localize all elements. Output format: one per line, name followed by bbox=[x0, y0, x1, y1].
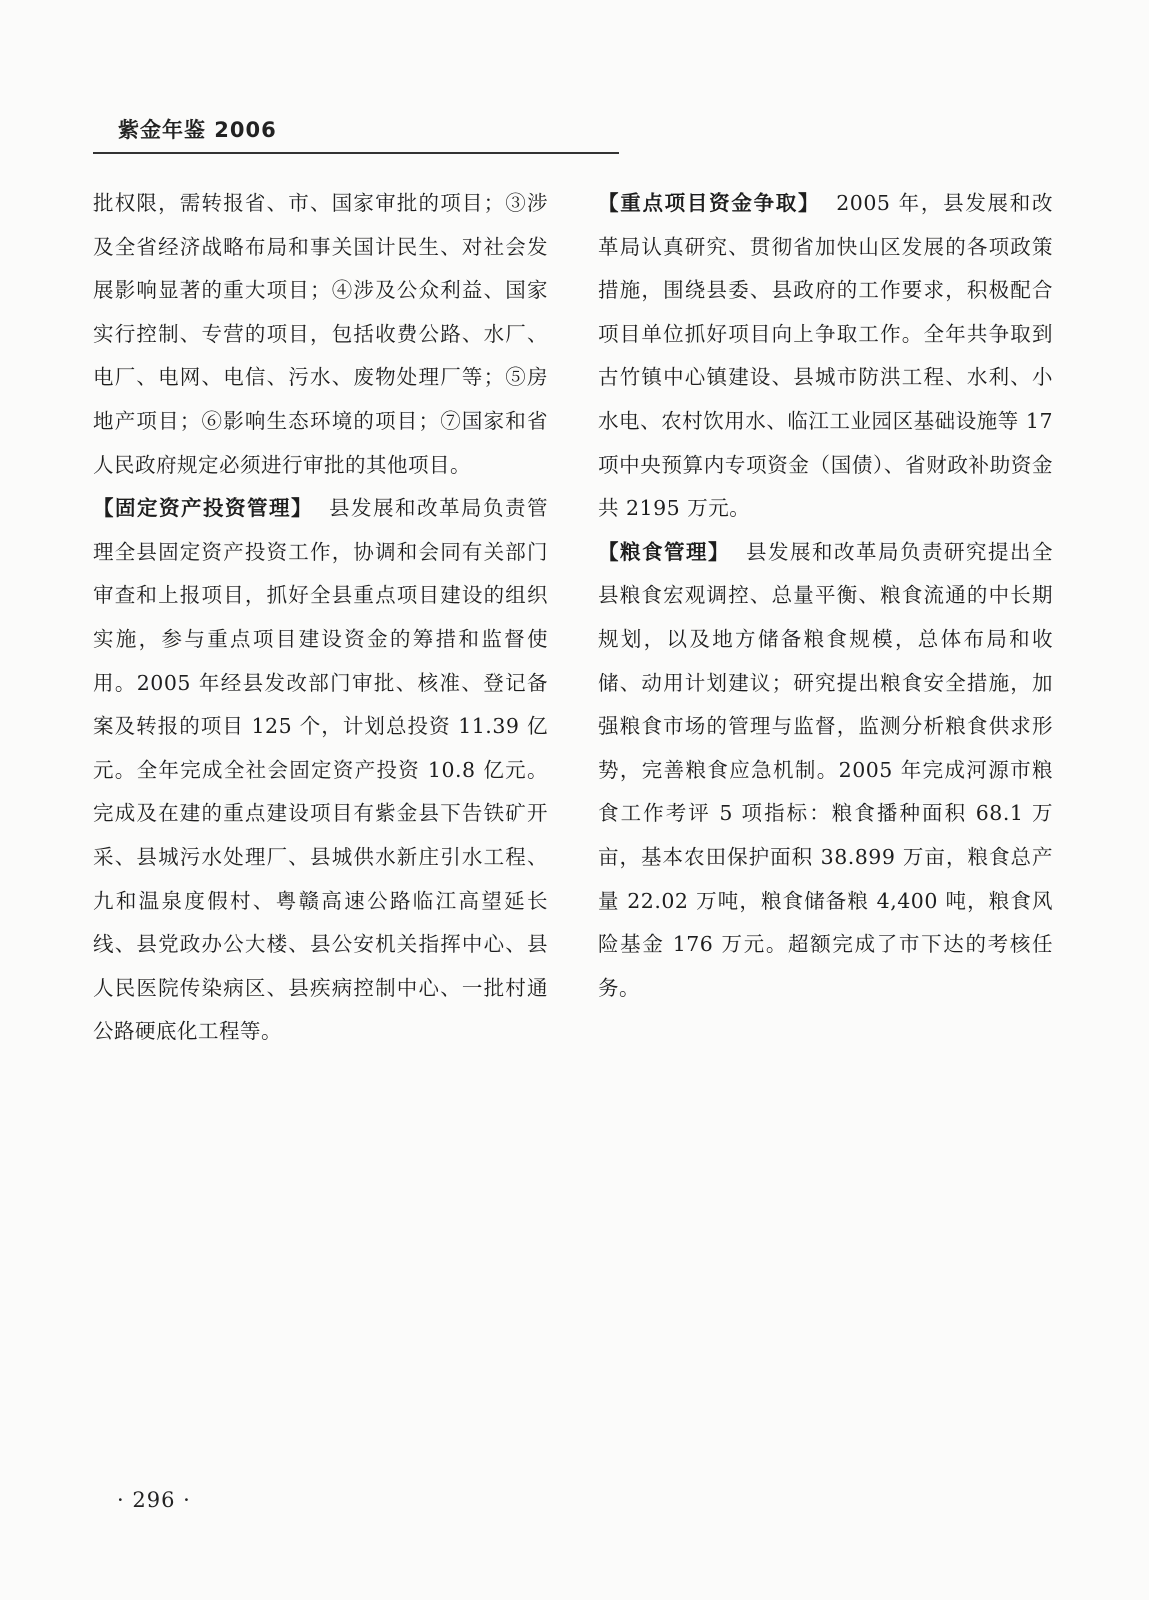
paragraph-text: 批权限，需转报省、市、国家审批的项目；③涉及全省经济战略布局和事关国计民生、对社会发展影响显著的重大项目；④涉及公众利益、国家实行控制、专营的项目，包括收费公路、水厂、电厂、电网、电信、污水、废物处理厂等；⑤房地产项目；⑥影响生态环境的项目；⑦国家和省人民政府规定必须进行审批的其他项目。 bbox=[93, 191, 548, 477]
section-heading: 【粮食管理】 bbox=[598, 539, 730, 564]
section-body: 县发展和改革局负责研究提出全县粮食宏观调控、总量平衡、粮食流通的中长期规划，以及地方储备粮食规模，总体布局和收储、动用计划建议；研究提出粮食安全措施，加强粮食市场的管理与监督，监测分析粮食供求形势，完善粮食应急机制。2005 年完成河源市粮食工作考评 5 项指标：粮食播种面积 68.1 万亩，基本农田保护面积 38.899 万亩，粮食总产量 22.02 万吨，粮食储备粮 4,400 吨，粮食风险基金 176 万元。超额完成了市下达的考核任务。 bbox=[598, 539, 1053, 1000]
right-column bbox=[598, 182, 1053, 1010]
running-header: 紫金年鉴 2006 bbox=[118, 118, 277, 142]
section-fixed-asset-investment bbox=[93, 487, 548, 1054]
continued-paragraph bbox=[93, 182, 548, 487]
section-body: 县发展和改革局负责管理全县固定资产投资工作，协调和会同有关部门审查和上报项目，抓好全县重点项目建设的组织实施，参与重点项目建设资金的筹措和监督使用。2005 年经县发改部门审批、核准、登记备案及转报的项目 125 个，计划总投资 11.39 亿元。全年完成全社会固定资产投资 10.8 亿元。完成及在建的重点建设项目有紫金县下告铁矿开采、县城污水处理厂、县城供水新庄引水工程、九和温泉度假村、粤赣高速公路临江高望延长线、县党政办公大楼、县公安机关指挥中心、县人民医院传染病区、县疾病控制中心、一批村通公路硬底化工程等。 bbox=[93, 496, 548, 1044]
section-heading: 【重点项目资金争取】 bbox=[598, 191, 821, 215]
section-key-project-funding bbox=[598, 182, 1053, 531]
header-rule bbox=[93, 152, 619, 154]
section-grain-management bbox=[598, 531, 1053, 1011]
section-heading: 【固定资产投资管理】 bbox=[93, 496, 313, 521]
section-body: 2005 年，县发展和改革局认真研究、贯彻省加快山区发展的各项政策措施，围绕县委、县政府的工作要求，积极配合项目单位抓好项目向上争取工作。全年共争取到古竹镇中心镇建设、县城市防洪工程、水利、小水电、农村饮用水、临江工业园区基础设施等 17 项中央预算内专项资金（国债）、省财政补助资金共 2195 万元。 bbox=[598, 191, 1054, 521]
page-number: · 296 · bbox=[117, 1488, 191, 1512]
left-column bbox=[93, 182, 548, 1054]
